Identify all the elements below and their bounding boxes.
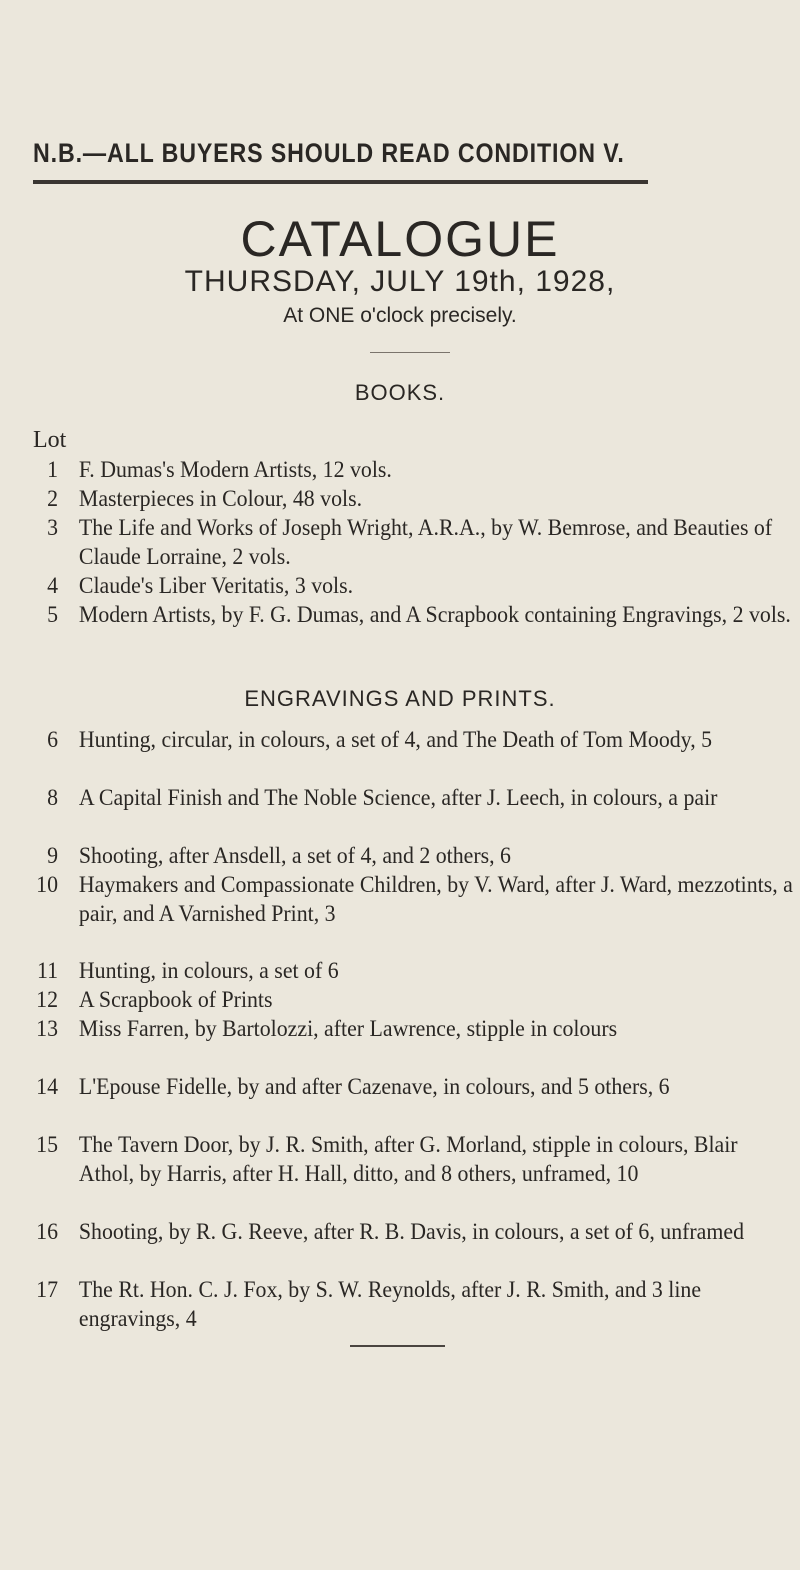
lot-description: Shooting, after Ansdell, a set of 4, and 2 others, 6 (78, 843, 511, 868)
section-heading-books: BOOKS. (354, 380, 446, 405)
catalogue-title: CATALOGUE (240, 211, 560, 267)
lot-description: The Life and Works of Joseph Wright, A.R.A., by W. Bemrose, and Beauties of Claude Lorraine, 2 vols. (78, 515, 773, 569)
lot-number: 14 (36, 1074, 58, 1099)
lot-description: The Rt. Hon. C. J. Fox, by S. W. Reynolds, after J. R. Smith, and 3 line engravings, 4 (78, 1277, 702, 1331)
lot-number: 9 (47, 843, 58, 868)
lot-description: Hunting, circular, in colours, a set of 4, and The Death of Tom Moody, 5 (78, 727, 713, 752)
lot-number: 17 (36, 1277, 58, 1302)
lot-number: 5 (47, 602, 58, 627)
lot-description: Hunting, in colours, a set of 6 (78, 958, 339, 983)
lot-description: Claude's Liber Veritatis, 3 vols. (78, 573, 354, 598)
header-rule (33, 180, 648, 184)
divider (370, 352, 450, 353)
lot-description: A Capital Finish and The Noble Science, after J. Leech, in colours, a pair (78, 785, 718, 810)
lot-number: 2 (47, 486, 58, 511)
condition-notice: N.B.—ALL BUYERS SHOULD READ CONDITION V. (33, 138, 625, 168)
lot-number: 4 (47, 573, 58, 598)
lot-number: 11 (36, 958, 58, 983)
lot-description: Modern Artists, by F. G. Dumas, and A Scrapbook containing Engravings, 2 vols. (78, 602, 791, 627)
lot-number: 16 (36, 1219, 58, 1244)
lot-number: 6 (47, 727, 58, 752)
lot-number: 15 (36, 1132, 58, 1157)
lot-description: Masterpieces in Colour, 48 vols. (78, 486, 363, 511)
lot-number: 12 (36, 987, 58, 1012)
lot-description: Shooting, by R. G. Reeve, after R. B. Davis, in colours, a set of 6, unframed (78, 1219, 745, 1244)
section-heading-engravings: ENGRAVINGS AND PRINTS. (244, 686, 556, 711)
end-rule (350, 1345, 445, 1347)
lot-number: 10 (36, 872, 58, 897)
lot-description: Miss Farren, by Bartolozzi, after Lawrence, stipple in colours (78, 1016, 618, 1041)
lot-description: F. Dumas's Modern Artists, 12 vols. (78, 457, 392, 482)
lot-description: Haymakers and Compassionate Children, by V. Ward, after J. Ward, mezzotints, a pair, and A Varnished Print, 3 (78, 872, 793, 926)
lot-number: 8 (47, 785, 58, 810)
lot-description: A Scrapbook of Prints (78, 987, 273, 1012)
lot-description: The Tavern Door, by J. R. Smith, after G. Morland, stipple in colours, Blair Athol, by Harris, after H. Hall, ditto, and 8 others, unframed, 10 (78, 1132, 738, 1186)
lot-number: 1 (47, 457, 58, 482)
sale-date: THURSDAY, JULY 19th, 1928, (184, 265, 616, 298)
lot-column-label: Lot (33, 427, 67, 453)
lot-number: 13 (36, 1016, 58, 1041)
lot-description: L'Epouse Fidelle, by and after Cazenave, in colours, and 5 others, 6 (78, 1074, 670, 1099)
sale-time: At ONE o'clock precisely. (283, 304, 517, 327)
lot-number: 3 (47, 515, 58, 540)
